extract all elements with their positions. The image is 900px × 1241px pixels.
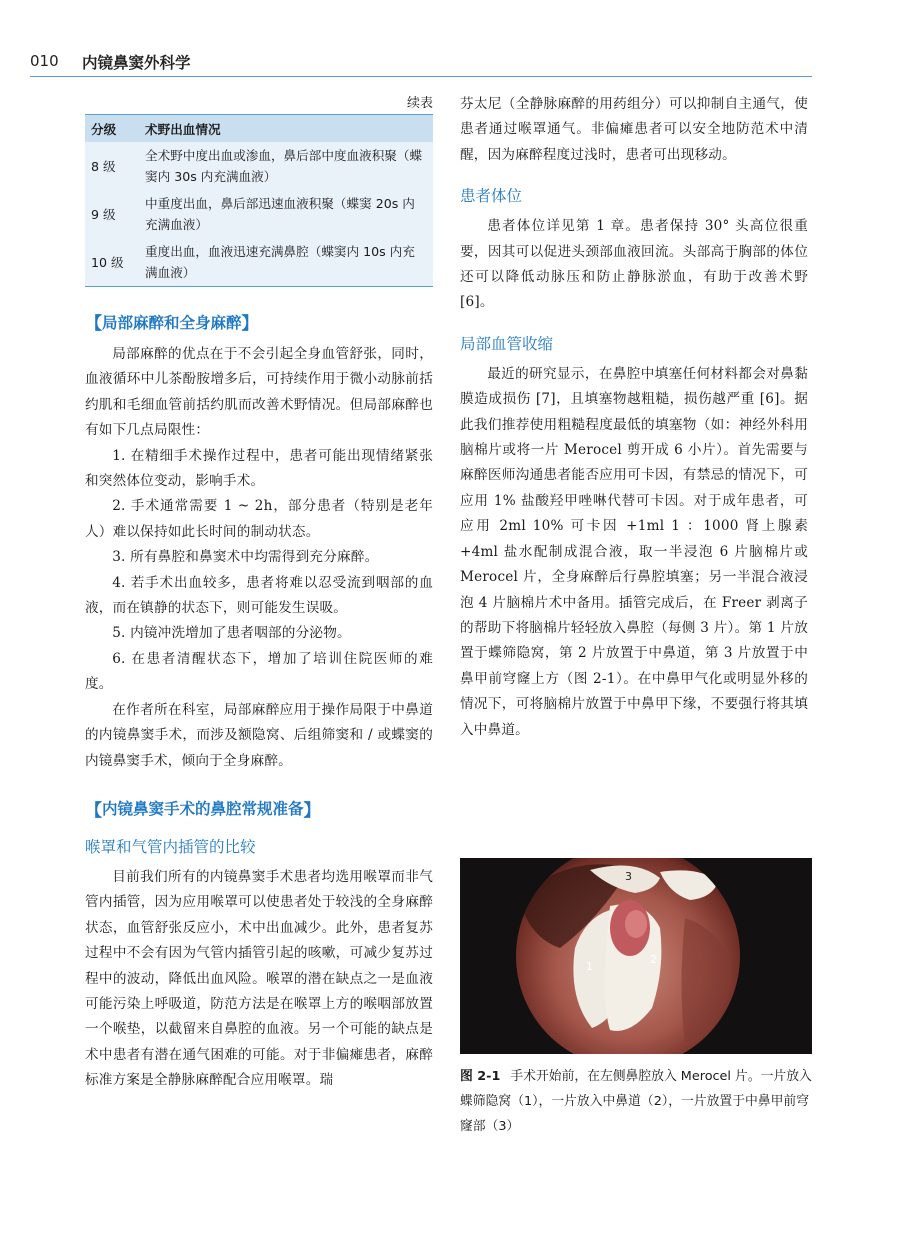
- desc-cell: 中重度出血，鼻后部迅速血液积聚（蝶窦 20s 内充满血液）: [139, 190, 433, 238]
- paragraph: 患者体位详见第 1 章。患者保持 30° 头高位很重要，因其可以促进头颈部血液回流。头部高于胸部的体位还可以降低动脉压和防止静脉淤血，有助于改善术野 [6]。: [460, 218, 808, 311]
- bleeding-grade-table: [85, 114, 433, 287]
- figure-caption-text: 手术开始前，在左侧鼻腔放入 Merocel 片。一片放入蝶筛隐窝（1），一片放入中鼻道（2），一片放置于中鼻甲前穹窿部（3）: [460, 1069, 812, 1134]
- figure-label-3: 3: [625, 870, 632, 883]
- subsection-title: 患者体位: [460, 187, 523, 206]
- figure-label-2: 2: [650, 953, 657, 966]
- paragraph: 在作者所在科室，局部麻醉应用于操作局限于中鼻道的内镜鼻窦手术，而涉及额隐窝、后组筛窦和 / 或蝶窦的内镜鼻窦手术，倾向于全身麻醉。: [85, 701, 433, 769]
- paragraph: 最近的研究显示，在鼻腔中填塞任何材料都会对鼻黏膜造成损伤 [7]，且填塞物越粗糙，损伤越严重 [6]。据此我们推荐使用粗糙程度最低的填塞物（如：神经外科用脑棉片或将一片 Merocel 剪开成 6 小片）。首先需要与麻醉医师沟通患者能否应用可卡因，有禁忌的情况下，可应用 1% 盐酸羟甲唑啉代替可卡因。对于成年患者，可应用 2ml 10% 可卡因 +1ml 1 ：1000 肾上腺素 +4ml 盐水配制成混合液，取一半浸泡 6 片脑棉片或 Merocel 片，全身麻醉后行鼻腔填塞；另一半混合液浸泡 4 片脑棉片术中备用。插管完成后，在 Freer 剥离子的帮助下将脑棉片轻轻放入鼻腔（每侧 3 片）。第 1 片放置于蝶筛隐窝，第 2 片放置于中鼻道，第 3 片放置于中鼻甲前穹窿上方（图 2-1）。在中鼻甲气化或明显外移的情况下，可将脑棉片放置于中鼻甲下缘，不要强行将其填入中鼻道。: [460, 365, 808, 738]
- bracket-open: 【: [85, 314, 102, 334]
- bracket-close: 】: [303, 800, 321, 821]
- table-row: [85, 142, 433, 190]
- section-heading: [85, 309, 433, 334]
- paragraph: 目前我们所有的内镜鼻窦手术患者均选用喉罩而非气管内插管，因为应用喉罩可以使患者处于较浅的全身麻醉状态，血管舒张反应小，术中出血减少。此外，患者复苏过程中不会有因为气管内插管引起的咳嗽，可减少复苏过程中的波动，降低出血风险。喉罩的潜在缺点之一是血液可能污染上呼吸道，防范方法是在喉罩上方的喉咽部放置一个喉垫，以截留来自鼻腔的血液。另一个可能的缺点是术中患者有潜在通气困难的可能。对于非偏瘫患者，麻醉标准方案是全静脉麻醉配合应用喉罩。瑞: [85, 868, 433, 1089]
- book-title: 内镜鼻窦外科学: [82, 54, 191, 72]
- endoscopic-image: [460, 858, 812, 1054]
- endoscopic-figure: [460, 858, 812, 1054]
- list-item: 6. 在患者清醒状态下，增加了培训住院医师的难度。: [85, 650, 433, 693]
- list-item: 3. 所有鼻腔和鼻窦术中均需得到充分麻醉。: [112, 549, 379, 566]
- left-column: [85, 92, 433, 1094]
- section-title-nasal-prep: 内镜鼻窦手术的鼻腔常规准备: [102, 800, 304, 819]
- list-item: 2. 手术通常需要 1 ~ 2h，部分患者（特别是老年人）难以保持如此长时间的制动状态。: [85, 498, 433, 540]
- right-column: [460, 92, 808, 743]
- paragraph: 局部麻醉的优点在于不会引起全身血管舒张，同时，血液循环中儿茶酚胺增多后，可持续作用于微小动脉前括约肌和毛细血管前括约肌而改善术野情况。但局部麻醉也有如下几点局限性：: [85, 346, 433, 439]
- grade-cell: 8 级: [85, 142, 139, 190]
- grade-cell: 10 级: [85, 238, 139, 287]
- list-item: 4. 若手术出血较多，患者将难以忍受流到咽部的血液，而在镇静的状态下，则可能发生误吸。: [85, 574, 433, 617]
- figure-caption-label: 图 2-1: [460, 1069, 501, 1084]
- section-title-anesthesia: 局部麻醉和全身麻醉: [102, 313, 242, 332]
- table-continued-label: 续表: [406, 96, 433, 111]
- table-header-desc: 术野出血情况: [139, 115, 433, 143]
- figure-caption: [460, 1064, 812, 1139]
- list-item: 1. 在精细手术操作过程中，患者可能出现情绪紧张和突然体位变动，影响手术。: [85, 447, 433, 490]
- desc-cell: 重度出血，血液迅速充满鼻腔（蝶窦内 10s 内充满血液）: [139, 238, 433, 287]
- list-item: 5. 内镜冲洗增加了患者咽部的分泌物。: [112, 625, 351, 642]
- bracket-close: 】: [241, 314, 259, 334]
- bracket-open: 【: [85, 800, 102, 821]
- grade-cell: 9 级: [85, 190, 139, 238]
- table-row: [85, 190, 433, 238]
- paragraph: 芬太尼（全静脉麻醉的用药组分）可以抑制自主通气，使患者通过喉罩通气。非偏瘫患者可以安全地防范术中清醒，因为麻醉程度过浅时，患者可出现移动。: [460, 96, 808, 163]
- page-header: [30, 50, 812, 77]
- table-row: [85, 238, 433, 287]
- page-number: 010: [30, 52, 59, 70]
- desc-cell: 全术野中度出血或渗血，鼻后部中度血液积聚（蝶窦内 30s 内充满血液）: [139, 142, 433, 190]
- subsection-title: 局部血管收缩: [460, 334, 554, 353]
- table-header-grade: 分级: [85, 115, 139, 143]
- figure-label-1: 1: [586, 960, 593, 973]
- section-heading: [85, 796, 433, 821]
- subsection-title: 喉罩和气管内插管的比较: [85, 837, 256, 856]
